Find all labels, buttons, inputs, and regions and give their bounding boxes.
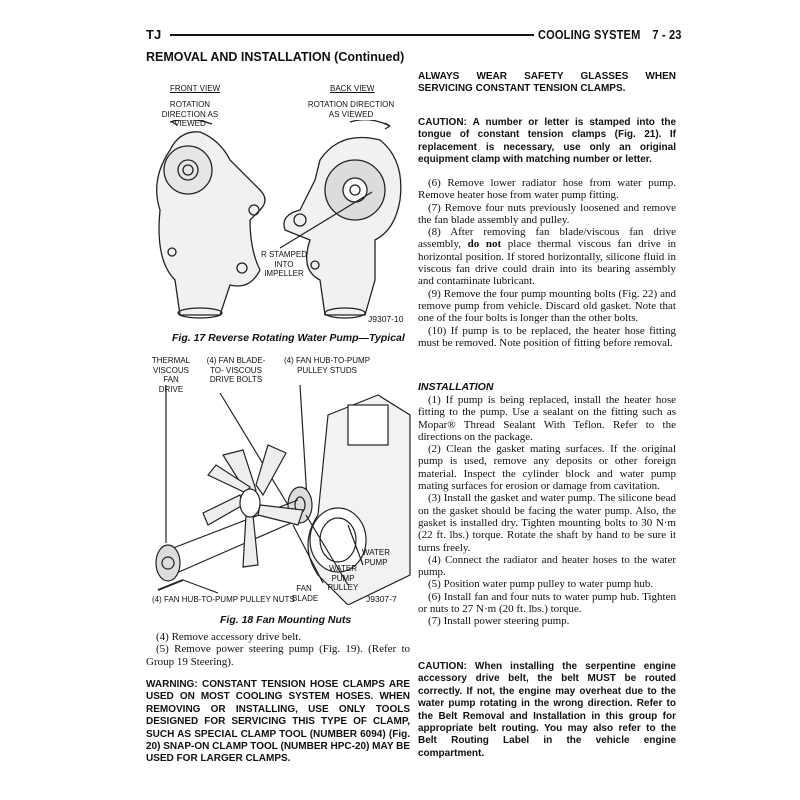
r-stamped-label: R STAMPED INTO IMPELLER [260,250,308,278]
fig17-caption: Fig. 17 Reverse Rotating Water Pump—Typical [172,332,405,344]
step-10: (10) If pump is to be replaced, the heater hose fitting must be removed. Note position of fitting before removal. [418,324,676,349]
step-8-c: place thermal viscous fan drive in horizontal position. If stored horizontally, silicone fluid in viscous fan drive could drain into its bearing assembly and contaminate lubricant. [418,238,676,288]
header-section [538,27,682,42]
fig18-code: J9307-7 [366,594,397,604]
water-pump-pulley-label: WATER PUMP PULLEY [327,564,359,592]
water-pump-label: WATER PUMP [362,548,390,567]
rotation-front-label: ROTATION DIRECTION AS VIEWED [161,100,219,128]
step-9: (9) Remove the four pump mounting bolts (Fig. 22) and remove pump from vehicle. Discard old gasket. Note that one of the four bolts is longer than the other bolts. [418,287,676,325]
installation-heading: INSTALLATION [418,381,494,393]
blade-bolts-label: (4) FAN BLADE-TO- VISCOUS DRIVE BOLTS [206,356,266,384]
section-title: REMOVAL AND INSTALLATION (Continued) [146,50,405,64]
step-4: (4) Remove accessory drive belt. [156,631,302,643]
water-pump-illustration [150,120,410,320]
step-7: (7) Remove four nuts previously loosened and remove the fan blade assembly and pulley. [418,201,676,226]
safety-note: ALWAYS WEAR SAFETY GLASSES WHEN SERVICING CONSTANT TENSION CLAMPS. [418,71,676,95]
warning-text: WARNING: CONSTANT TENSION HOSE CLAMPS ARE USED ON MOST COOLING SYSTEM HOSES. WHEN REMOVING OR INSTALLING, USE ONLY TOOLS DESIGNED FOR SERVICING THIS TYPE OF CLAMP, SUCH AS SPECIAL CLAMP TOOL (NUMBER 6094) (Fig. 20) SNAP-ON CLAMP TOOL (NUMBER HPC-20) MAY BE USED FOR LARGER CLAMPS. [146,679,410,765]
header-vehicle: TJ [146,27,162,42]
step-6: (6) Remove lower radiator hose from water pump. Remove heater hose from water pump fitting. [418,177,676,202]
caution-belt: CAUTION: When installing the serpentine engine accessory drive belt, the belt MUST be routed correctly. If not, the engine may overheat due to the water pump rotating in the wrong direction. Refer to the Belt Removal and Installation in this group for appropriate belt routing. You may also refer to the Belt Routing Label in the vehicle engine compartment. [418,661,676,759]
thermal-viscous-label: THERMAL VISCOUS FAN DRIVE [151,356,191,394]
front-view-label: FRONT VIEW [170,84,221,93]
header-rule [170,34,534,36]
step-8 [418,226,676,287]
fan-blade-label: FAN BLADE [292,584,319,603]
install-step-1: (1) If pump is being replaced, install the heater hose fitting to the pump. Use a sealant on the fitting such as Mopar® Thread Sealant With Teflon. Refer to the directions on the package. [418,394,676,443]
installation-steps [418,394,676,628]
page-number: 7 - 23 [652,27,682,42]
fig18-caption: Fig. 18 Fan Mounting Nuts [220,614,352,626]
removal-steps [418,177,676,349]
hub-nuts-label: (4) FAN HUB-TO-PUMP PULLEY NUTS [152,595,295,604]
hub-studs-label: (4) FAN HUB-TO-PUMP PULLEY STUDS [283,356,371,375]
install-step-5: (5) Position water pump pulley to water pump hub. [428,578,654,591]
left-steps [146,631,410,668]
step-8-emphasis: do not [467,238,502,251]
rotation-back-label: ROTATION DIRECTION AS VIEWED [307,100,395,119]
install-step-7: (7) Install power steering pump. [428,615,570,628]
install-step-3: (3) Install the gasket and water pump. The silicone bead on the gasket should be facing the water pump. Also, the gasket is installed dry. Tighten mounting bolts to 30 N·m (22 ft. lbs.) torque. Rotate the shaft by hand to be sure it turns freely. [418,492,676,554]
header-section-title: COOLING SYSTEM [538,27,641,42]
fan-assembly-illustration [148,375,413,605]
install-step-4: (4) Connect the radiator and heater hoses to the water pump. [418,553,676,579]
install-step-2: (2) Clean the gasket mating surfaces. If the original pump is used, remove any deposits or other foreign material. Inspect the cylinder block and water pump mating surfaces for erosion or damage from cavitation. [418,443,676,493]
back-view-label: BACK VIEW [330,84,375,93]
install-step-6: (6) Install fan and four nuts to water pump hub. Tighten or nuts to 27 N·m (20 ft. lbs.) torque. [418,590,676,616]
step-8-a: (8) After removing fan blade/viscous fan drive assembly, [418,226,676,251]
fig17-code: J9307-10 [368,314,404,324]
caution-clamps: CAUTION: A number or letter is stamped into the tongue of constant tension clamps (Fig. 21). If replacement is necessary, use only an original equipment clamp with matching number or letter. [418,117,676,166]
step-5: (5) Remove power steering pump (Fig. 19). (Refer to Group 19 Steering). [146,643,410,668]
